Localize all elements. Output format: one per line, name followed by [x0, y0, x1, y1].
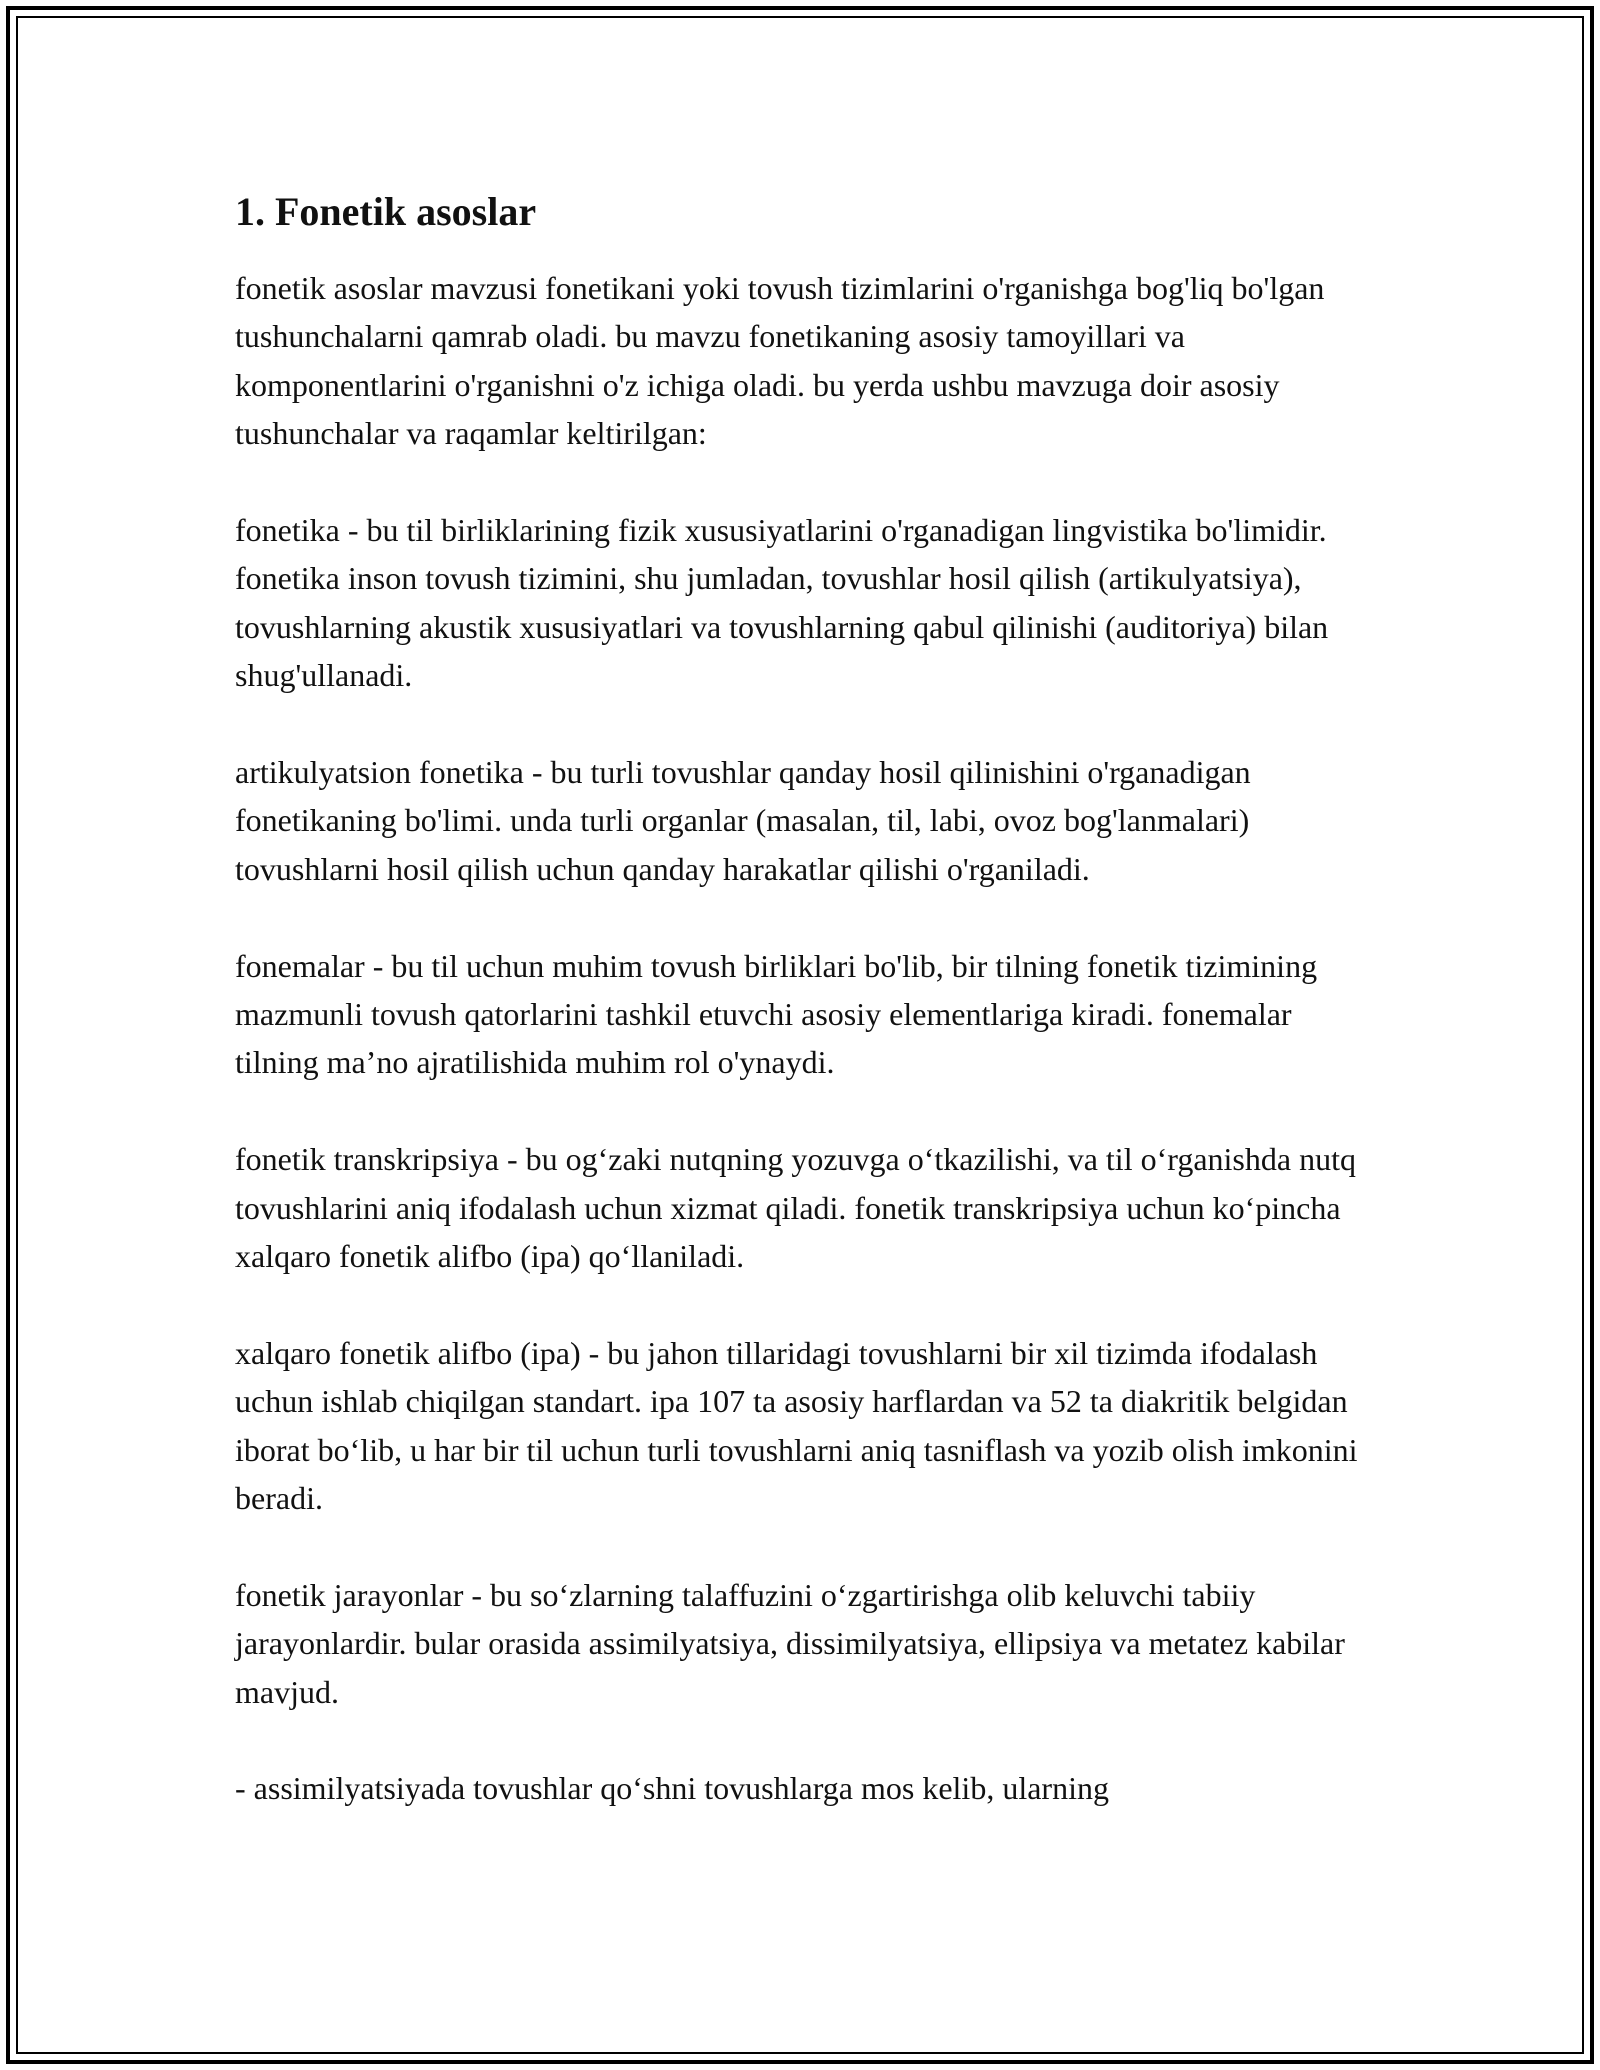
paragraph-ipa: xalqaro fonetik alifbo (ipa) - bu jahon tillaridagi tovushlarni bir xil tizimda ifodalash uchun ishlab chiqilgan standart. ipa 107 ta asosiy harflardan va 52 ta diakritik belgidan iborat bo‘lib, u har bir til uchun turli tovushlarni aniq tasniflash va yozib olish imkonini beradi. — [235, 1334, 1358, 1517]
paragraph-assimilyatsiya: - assimilyatsiyada tovushlar qo‘shni tovushlarga mos kelib, ularning — [235, 1770, 1109, 1807]
paragraph-fonetik-transkripsiya: fonetik transkripsiya - bu og‘zaki nutqning yozuvga o‘tkazilishi, va til o‘rganishda nutq tovushlarini aniq ifodalash uchun xizmat qiladi. fonetik transkripsiya uchun ko‘pincha xalqaro fonetik alifbo (ipa) qo‘llaniladi. — [235, 1141, 1356, 1275]
paragraph-fonetika: fonetika - bu til birliklarining fizik xususiyatlarini o'rganadigan lingvistika bo'limidir. fonetika inson tovush tizimini, shu jumladan, tovushlar hosil qilish (artikulyatsiya), tovushlarning akustik xususiyatlari va tovushlarning qabul qilinishi (auditoriya) bilan shug'ullanadi. — [235, 512, 1329, 694]
document-body — [235, 186, 1375, 1861]
paragraph-artikulyatsion-fonetika: artikulyatsion fonetika - bu turli tovushlar qanday hosil qilinishini o'rganadigan fonetikaning bo'limi. unda turli organlar (masalan, til, labi, ovoz bog'lanmalari) tovushlarni hosil qilish uchun qanday harakatlar qilishi o'rganiladi. — [235, 754, 1251, 887]
section-heading: 1. Fonetik asoslar — [235, 189, 537, 234]
paragraph-fonetik-jarayonlar: fonetik jarayonlar - bu so‘zlarning talaffuzini o‘zgartirishga olib keluvchi tabiiy jarayonlardir. bular orasida assimilyatsiya, dissimilyatsiya, ellipsiya va metatez kabilar mavjud. — [235, 1576, 1345, 1710]
paragraph-intro: fonetik asoslar mavzusi fonetikani yoki tovush tizimlarini o'rganishga bog'liq bo'lgan tushunchalarni qamrab oladi. bu mavzu fonetikaning asosiy tamoyillari va komponentlarini o'rganishni o'z ichiga oladi. bu yerda ushbu mavzuga doir asosiy tushunchalar va raqamlar keltirilgan: — [235, 270, 1325, 452]
paragraph-fonemalar: fonemalar - bu til uchun muhim tovush birliklari bo'lib, bir tilning fonetik tizimining mazmunli tovush qatorlarini tashkil etuvchi asosiy elementlariga kiradi. fonemalar tilning ma’no ajratilishida muhim rol o'ynaydi. — [235, 947, 1318, 1081]
